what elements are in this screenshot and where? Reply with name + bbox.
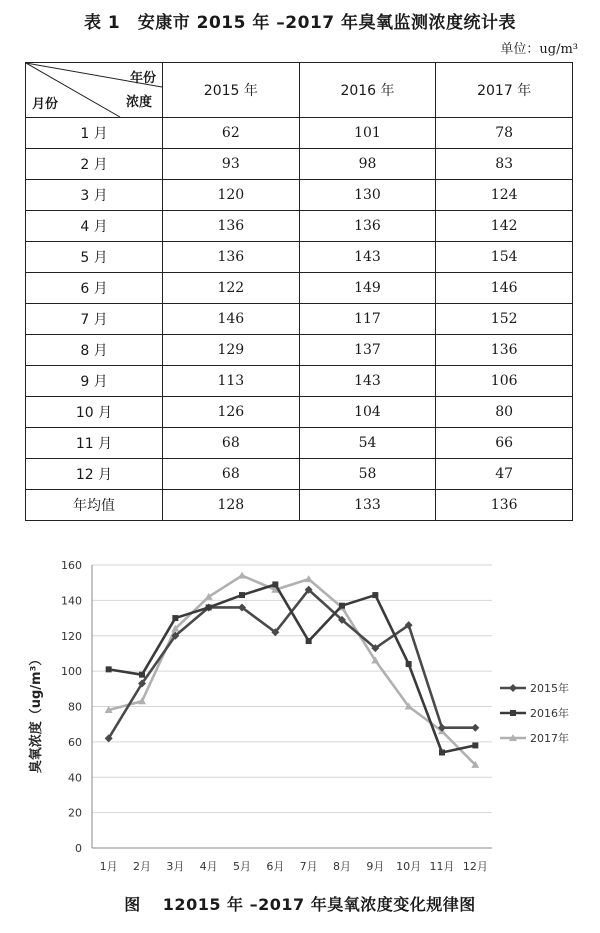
- row-label: 9 月: [26, 366, 163, 397]
- legend-label: 2016年: [530, 707, 569, 720]
- table-cell: 130: [299, 180, 436, 211]
- table-cell: 129: [163, 335, 300, 366]
- table-cell: 68: [163, 428, 300, 459]
- table-row: [26, 459, 573, 490]
- x-tick-label: 3月: [166, 860, 185, 873]
- data-point: [471, 724, 479, 732]
- row-label: 7 月: [26, 304, 163, 335]
- figure-caption-text: 12015 年 –2017 年臭氧浓度变化规律图: [162, 895, 476, 914]
- data-point: [305, 575, 313, 582]
- data-point: [139, 672, 145, 678]
- table-cell: 117: [299, 304, 436, 335]
- table-cell: 47: [436, 459, 573, 490]
- table-row: [26, 304, 573, 335]
- table-cell: 80: [436, 397, 573, 428]
- table-cell: 154: [436, 242, 573, 273]
- y-axis-label: 臭氧浓度（ug/m³）: [29, 652, 44, 774]
- table-row: [26, 242, 573, 273]
- table-row: [26, 397, 573, 428]
- row-label: 8 月: [26, 335, 163, 366]
- table-cell: 136: [436, 335, 573, 366]
- unit-note: 单位：ug/m³: [500, 42, 578, 57]
- data-point: [406, 661, 412, 667]
- row-label: 11 月: [26, 428, 163, 459]
- table-row: [26, 118, 573, 149]
- row-label: 3 月: [26, 180, 163, 211]
- table-cell: 136: [163, 211, 300, 242]
- x-tick-label: 6月: [266, 860, 285, 873]
- table-header-row: [26, 63, 573, 118]
- table-cell: 133: [299, 490, 436, 521]
- data-point: [306, 638, 312, 644]
- y-tick-label: 160: [61, 559, 82, 572]
- table-row-annual-average: [26, 490, 573, 521]
- line-chart: [0, 548, 600, 888]
- table-row: [26, 335, 573, 366]
- table-cell: 104: [299, 397, 436, 428]
- x-tick-label: 11月: [429, 860, 455, 873]
- table-cell: 58: [299, 459, 436, 490]
- corner-month-label: 月份: [32, 97, 59, 112]
- table-cell: 136: [299, 211, 436, 242]
- y-tick-label: 140: [61, 594, 82, 608]
- row-label: 10 月: [26, 397, 163, 428]
- data-point: [372, 592, 378, 598]
- data-point: [439, 749, 445, 755]
- x-tick-label: 2月: [133, 860, 151, 873]
- legend-label: 2015年: [530, 682, 569, 695]
- table-cell: 120: [163, 180, 300, 211]
- x-tick-label: 8月: [333, 860, 351, 873]
- data-point: [272, 581, 278, 587]
- y-tick-label: 120: [61, 629, 82, 643]
- table-cell: 143: [299, 242, 436, 273]
- row-label: 4 月: [26, 211, 163, 242]
- data-point: [472, 742, 478, 748]
- y-tick-label: 60: [68, 735, 82, 749]
- table-cell: 101: [299, 118, 436, 149]
- table-cell: 122: [163, 273, 300, 304]
- row-label: 5 月: [26, 242, 163, 273]
- data-point: [172, 615, 178, 621]
- chart-canvas: [0, 548, 600, 888]
- table-cell: 124: [436, 180, 573, 211]
- table-cell: 54: [299, 428, 436, 459]
- table-row: [26, 149, 573, 180]
- row-label: 1 月: [26, 118, 163, 149]
- table-cell: 143: [299, 366, 436, 397]
- legend-marker: [510, 710, 516, 716]
- corner-year-label: 年份: [129, 71, 156, 86]
- data-point: [206, 604, 212, 610]
- row-label: 2 月: [26, 149, 163, 180]
- column-header: 2015 年: [163, 63, 300, 118]
- column-header: 2016 年: [299, 63, 436, 118]
- column-header: 2017 年: [436, 63, 573, 118]
- y-tick-label: 100: [61, 665, 82, 679]
- table-title: 表 1 安康市 2015 年 –2017 年臭氧监测浓度统计表: [83, 13, 517, 33]
- table-cell: 93: [163, 149, 300, 180]
- ozone-table: [25, 62, 573, 521]
- row-label: 年均值: [26, 490, 163, 521]
- table-cell: 137: [299, 335, 436, 366]
- x-tick-label: 1月: [99, 860, 118, 873]
- table-cell: 128: [163, 490, 300, 521]
- table-cell: 136: [163, 242, 300, 273]
- table-row: [26, 428, 573, 459]
- table-cell: 152: [436, 304, 573, 335]
- y-tick-label: 80: [68, 700, 82, 714]
- corner-header-cell: [26, 63, 163, 118]
- table-cell: 98: [299, 149, 436, 180]
- data-point: [339, 603, 345, 609]
- figure-label: 图: [124, 895, 141, 914]
- y-tick-label: 0: [75, 842, 82, 855]
- y-tick-label: 40: [68, 771, 82, 785]
- data-point: [106, 666, 112, 672]
- table-cell: 66: [436, 428, 573, 459]
- x-tick-label: 5月: [233, 860, 251, 873]
- table-cell: 126: [163, 397, 300, 428]
- table-cell: 83: [436, 149, 573, 180]
- y-tick-label: 20: [68, 806, 82, 820]
- table-cell: 106: [436, 366, 573, 397]
- legend-label: 2017年: [530, 732, 569, 745]
- table-row: [26, 273, 573, 304]
- table-row: [26, 180, 573, 211]
- row-label: 12 月: [26, 459, 163, 490]
- x-tick-label: 7月: [299, 860, 318, 873]
- x-tick-label: 12月: [462, 860, 488, 873]
- table-cell: 146: [163, 304, 300, 335]
- x-tick-label: 10月: [396, 860, 422, 873]
- data-point: [238, 572, 246, 579]
- table-cell: 68: [163, 459, 300, 490]
- table-cell: 113: [163, 366, 300, 397]
- row-label: 6 月: [26, 273, 163, 304]
- table-cell: 142: [436, 211, 573, 242]
- table-cell: 136: [436, 490, 573, 521]
- corner-conc-label: 浓度: [125, 95, 152, 110]
- legend-marker: [509, 684, 517, 692]
- table-row: [26, 211, 573, 242]
- table-cell: 149: [299, 273, 436, 304]
- table-cell: 78: [436, 118, 573, 149]
- table-cell: 146: [436, 273, 573, 304]
- series-line: [109, 576, 476, 765]
- data-point: [239, 592, 245, 598]
- x-tick-label: 9月: [366, 860, 385, 873]
- figure-caption: [0, 892, 600, 915]
- x-tick-label: 4月: [199, 860, 218, 873]
- table-cell: 62: [163, 118, 300, 149]
- table-row: [26, 366, 573, 397]
